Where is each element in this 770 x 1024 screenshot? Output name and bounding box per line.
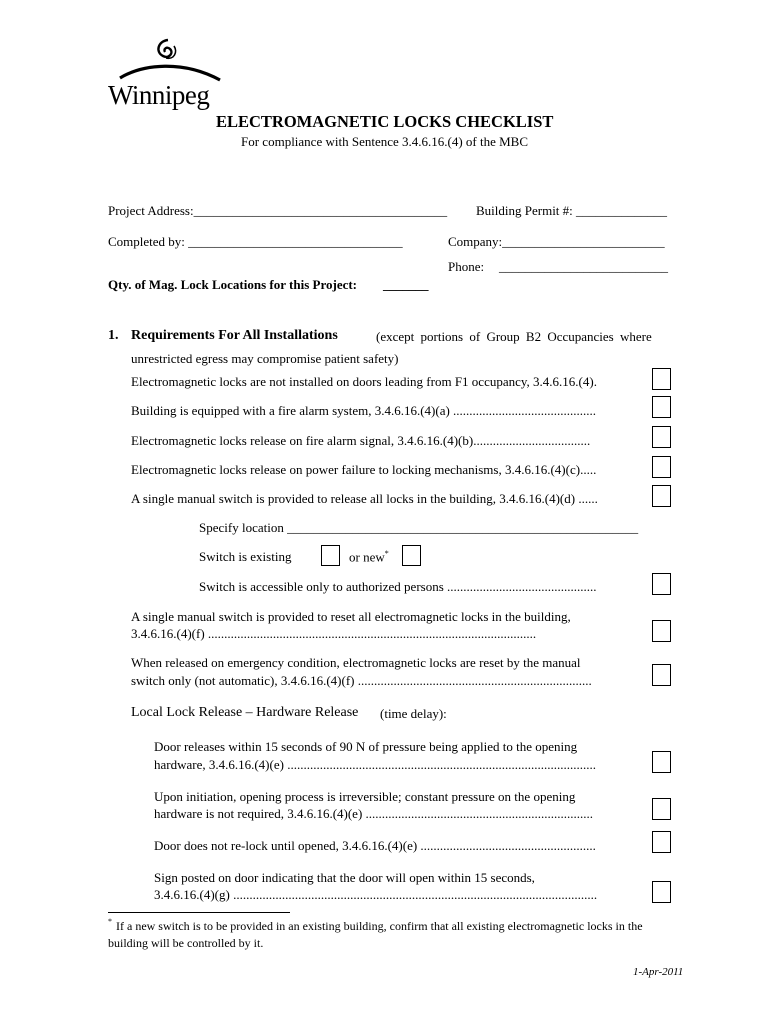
checkbox-local-irreversible[interactable] bbox=[652, 798, 671, 820]
checklist-item-released-line1: When released on emergency condition, electromagnetic locks are reset by the manual bbox=[131, 655, 581, 670]
specify-location-field[interactable]: Specify location ______________________________________________________ bbox=[199, 520, 639, 535]
section-heading: Requirements For All Installations bbox=[131, 328, 338, 343]
phone-label: Phone: bbox=[448, 259, 485, 274]
checklist-item-f1: Electromagnetic locks are not installed on doors leading from F1 occupancy, 3.4.6.16.(4). bbox=[131, 374, 597, 389]
local-item-irreversible-line2: hardware is not required, 3.4.6.16.(4)(e) ...................................................................... bbox=[154, 806, 594, 821]
checkbox-reset[interactable] bbox=[652, 620, 671, 642]
local-item-sign-line1: Sign posted on door indicating that the door will open within 15 seconds, bbox=[154, 870, 535, 885]
checklist-item-fire-alarm-system: Building is equipped with a fire alarm system, 3.4.6.16.(4)(a) ............................................ bbox=[131, 403, 597, 418]
section-heading-note: (except portions of Group B2 Occupancies where bbox=[376, 329, 652, 344]
checkbox-power-failure[interactable] bbox=[652, 456, 671, 478]
checklist-item-fire-alarm-signal: Electromagnetic locks release on fire alarm signal, 3.4.6.16.(4)(b).................................... bbox=[131, 433, 591, 448]
checkbox-fire-alarm-signal[interactable] bbox=[652, 426, 671, 448]
footnote-mark: * bbox=[108, 917, 112, 926]
switch-existing-label: Switch is existing bbox=[199, 549, 292, 564]
page-subtitle: For compliance with Sentence 3.4.6.16.(4) of the MBC bbox=[241, 134, 529, 149]
checklist-item-manual-switch: A single manual switch is provided to release all locks in the building, 3.4.6.16.(4)(d) ...... bbox=[131, 491, 598, 506]
section-number: 1. bbox=[108, 328, 119, 343]
footnote-line2: building will be controlled by it. bbox=[108, 936, 264, 950]
local-item-relock: Door does not re-lock until opened, 3.4.6.16.(4)(e) ...................................................... bbox=[154, 838, 596, 853]
checkbox-local-relock[interactable] bbox=[652, 831, 671, 853]
footnote-divider bbox=[108, 912, 290, 913]
checkbox-released[interactable] bbox=[652, 664, 671, 686]
qty-field[interactable]: _______ bbox=[383, 277, 429, 292]
checkbox-switch-accessible[interactable] bbox=[652, 573, 671, 595]
checkbox-local-sign[interactable] bbox=[652, 881, 671, 903]
checkbox-switch-new[interactable] bbox=[402, 545, 421, 566]
local-item-sign-line2: 3.4.6.16.(4)(g) ................................................................................................................ bbox=[154, 887, 598, 902]
section-heading-note-cont: unrestricted egress may compromise patient safety) bbox=[131, 351, 399, 366]
checklist-item-switch-accessible: Switch is accessible only to authorized persons .............................................. bbox=[199, 579, 597, 594]
local-release-note: (time delay): bbox=[380, 706, 447, 721]
checklist-item-reset-line2: 3.4.6.16.(4)(f) ..................................................................................................... bbox=[131, 626, 537, 641]
or-new-text: or new bbox=[349, 549, 385, 565]
building-permit-field[interactable]: Building Permit #: ______________ bbox=[476, 203, 668, 218]
or-new-footnote-mark: * bbox=[384, 549, 389, 558]
checkbox-fire-alarm-system[interactable] bbox=[652, 396, 671, 418]
checklist-item-reset-line1: A single manual switch is provided to reset all electromagnetic locks in the building, bbox=[131, 609, 571, 624]
or-new-label bbox=[349, 549, 389, 565]
local-item-15s-line1: Door releases within 15 seconds of 90 N of pressure being applied to the opening bbox=[154, 739, 578, 754]
logo-wordmark: Winnipeg bbox=[108, 80, 210, 110]
checkbox-manual-switch[interactable] bbox=[652, 485, 671, 507]
company-field[interactable]: Company:_________________________ bbox=[448, 234, 665, 249]
completed-by-field[interactable]: Completed by: _________________________________ bbox=[108, 234, 403, 249]
local-item-15s-line2: hardware, 3.4.6.16.(4)(e) ............................................................................................... bbox=[154, 757, 596, 772]
footer-date: 1-Apr-2011 bbox=[633, 966, 684, 978]
checklist-item-power-failure: Electromagnetic locks release on power failure to locking mechanisms, 3.4.6.16.(4)(c)..... bbox=[131, 462, 597, 477]
footnote-line1: If a new switch is to be provided in an existing building, confirm that all existing electromagnetic locks in the bbox=[116, 919, 643, 933]
checkbox-switch-existing[interactable] bbox=[321, 545, 340, 566]
page-title: ELECTROMAGNETIC LOCKS CHECKLIST bbox=[216, 112, 554, 131]
phone-field[interactable]: __________________________ bbox=[499, 259, 668, 274]
local-release-heading: Local Lock Release – Hardware Release bbox=[131, 705, 359, 720]
project-address-field[interactable]: Project Address:_______________________________________ bbox=[108, 203, 448, 218]
qty-label: Qty. of Mag. Lock Locations for this Project: bbox=[108, 277, 358, 292]
checkbox-f1[interactable] bbox=[652, 368, 671, 390]
local-item-irreversible-line1: Upon initiation, opening process is irreversible; constant pressure on the opening bbox=[154, 789, 576, 804]
checklist-item-released-line2: switch only (not automatic), 3.4.6.16.(4)(f) ........................................................................ bbox=[131, 673, 592, 688]
checkbox-local-15s[interactable] bbox=[652, 751, 671, 773]
